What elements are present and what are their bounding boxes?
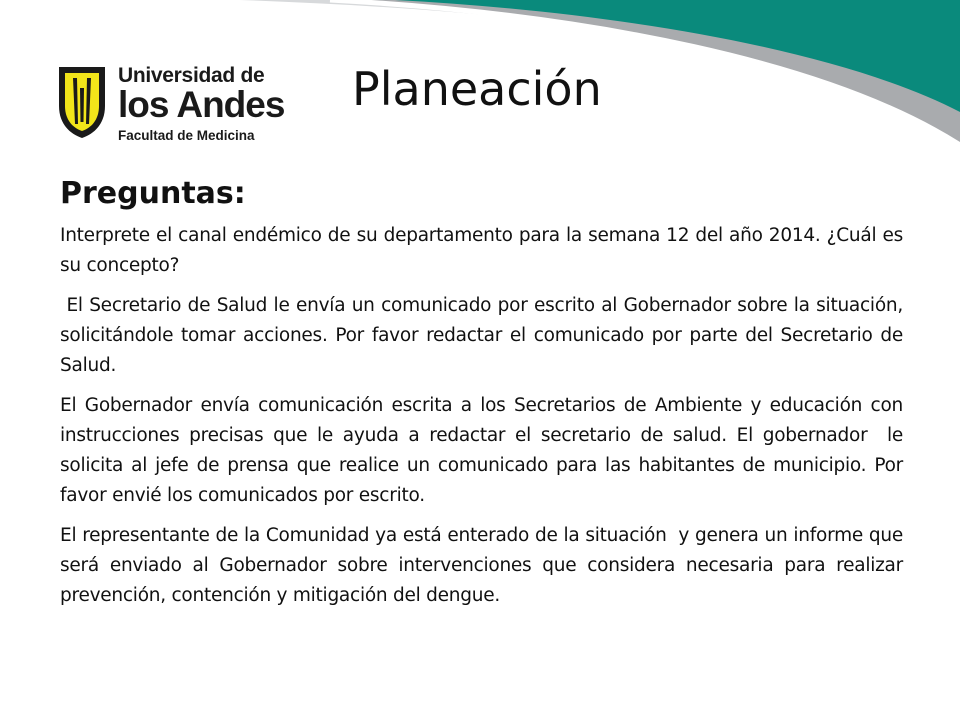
slide-title: Planeación (352, 62, 602, 116)
university-logo (56, 60, 285, 150)
logo-line-3: Facultad de Medicina (118, 128, 255, 143)
slide-body (60, 176, 909, 621)
question-paragraph-4: El representante de la Comunidad ya está enterado de la situación y genera un informe que será enviado al Gobernador sobre intervenciones que considera necesaria para realizar prevención, contención y mitigación del dengue. (60, 525, 909, 606)
question-paragraph-1: Interprete el canal endémico de su departamento para la semana 12 del año 2014. ¿Cuál es su concepto? (60, 225, 903, 276)
question-paragraph-3: El Gobernador envía comunicación escrita a los Secretarios de Ambiente y educación con instrucciones precisas que le ayuda a redactar el secretario de salud. El gobernador le solicita al jefe de prensa que realice un comunicado para las habitantes de municipio. Por favor envié los comunicados por escrito. (60, 395, 909, 506)
question-paragraph-2: El Secretario de Salud le envía un comunicado por escrito al Gobernador sobre la situación, solicitándole tomar acciones. Por favor redactar el comunicado por parte del Secretario de Salud. (60, 295, 909, 376)
questions-heading: Preguntas: (60, 176, 246, 211)
logo-line-1: Universidad de (118, 64, 265, 87)
university-shield-icon (56, 64, 108, 140)
logo-line-2: los Andes (118, 84, 285, 125)
